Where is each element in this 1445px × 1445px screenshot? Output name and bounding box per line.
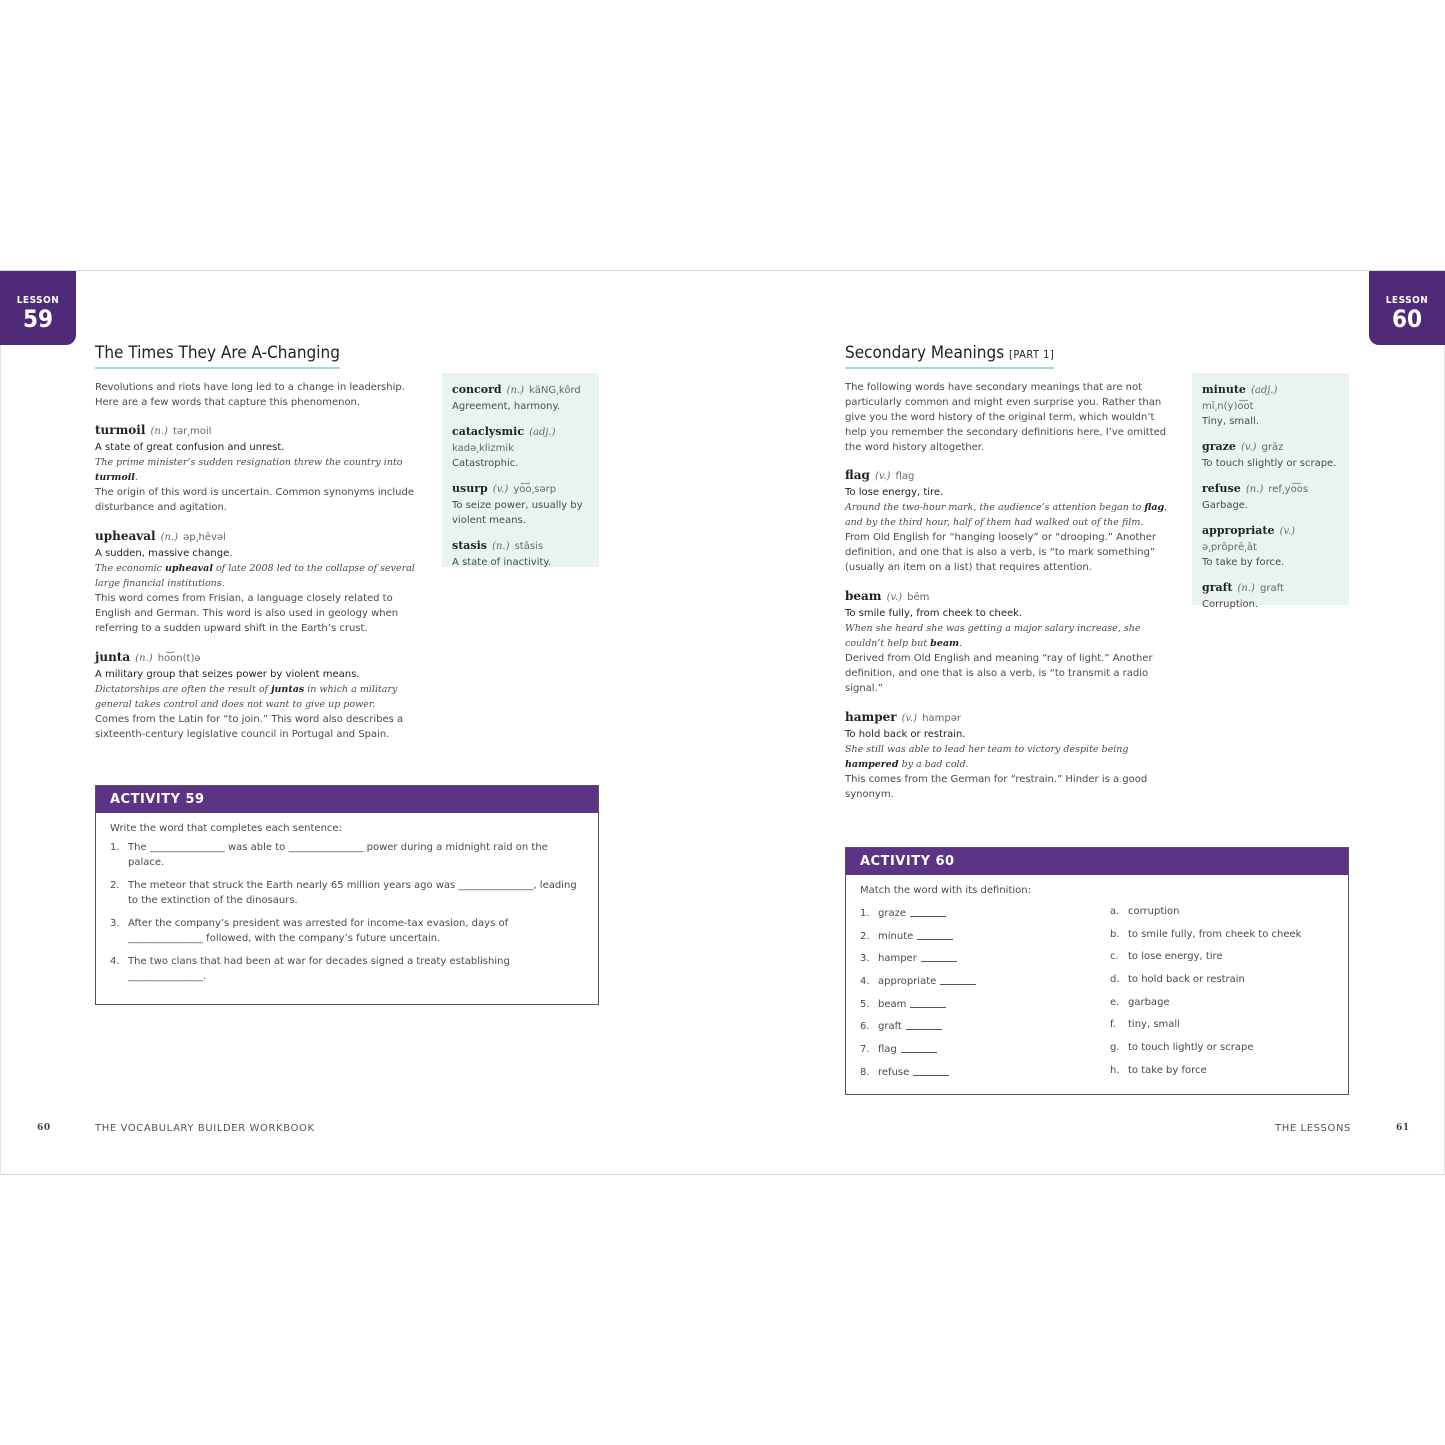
lesson-number: 59 (22, 305, 54, 333)
match-word[interactable]: 5. beam (860, 997, 1080, 1020)
part-of-speech: (n.) (135, 653, 153, 664)
activity-item[interactable]: 3. After the company’s president was arrested for income-tax evasion, days of _______________ followed, with the company’s future uncertain. (110, 918, 509, 944)
sidebar-entry: concord (n.) käNG͵kôrd Agreement, harmony. (452, 383, 581, 412)
lesson-tab-59 (0, 271, 76, 345)
running-footer: THE VOCABULARY BUILDER WORKBOOK (95, 1123, 315, 1134)
activity-instruction: Match the word with its definition: (860, 885, 1031, 896)
sidebar-entry: refuse (n.) ref͵yo͞os Garbage. (1202, 482, 1309, 511)
sidebar-entry: stasis (n.) stāsis A state of inactivity. (452, 539, 552, 568)
sidebar-entry: appropriate (v.) ə͵prōprē͵āt To take by force. (1202, 524, 1296, 568)
sidebar-entry: graft (n.) graft Corruption. (1202, 581, 1284, 610)
left-main-column (95, 380, 425, 753)
sidebar-entry: cataclysmic (adj.) kadə͵klizmik Catastrophic. (452, 425, 556, 469)
word-note: This word comes from Frisian, a language closely related to English and German. This word is also used in geology when referring to a sudden upward shift in the Earth’s crust. (95, 593, 399, 634)
headword: upheaval (95, 529, 156, 543)
headword: junta (95, 650, 131, 664)
activity-59-box (95, 785, 599, 1005)
activity-title: ACTIVITY 60 (846, 848, 1348, 875)
lesson-intro: Revolutions and riots have long led to a change in leadership. Here are a few words that capture this phenomenon. (95, 382, 405, 408)
match-definition: e. garbage (1110, 996, 1170, 1008)
lesson-number: 60 (1391, 305, 1423, 333)
activity-list (96, 840, 598, 984)
match-definition: d. to hold back or restrain (1110, 974, 1245, 986)
match-word-column (860, 906, 1080, 1088)
word-entry-turmoil (95, 420, 425, 515)
lesson-title: Secondary Meanings [PART 1] (845, 343, 1054, 369)
definition: A sudden, massive change. (95, 548, 233, 559)
part-of-speech: (n.) (150, 426, 168, 437)
pronunciation: əp͵hēvəl (183, 532, 226, 543)
match-definition-column (1110, 904, 1340, 1086)
related-words-sidebar (1192, 373, 1349, 610)
related-words-sidebar (442, 373, 599, 567)
match-word[interactable]: 6. graft (860, 1019, 1080, 1042)
word-entry-upheaval (95, 526, 425, 636)
word-entry-beam: beam (v.) bēm To smile fully, from cheek to cheek. When she heard she was getting a major salary increase, she couldn’t help but beam. Derived from Old English and meaning “ray of light.” Another definition, and one that is also a verb, is “to transmit a radio signal.” (845, 589, 1153, 694)
activity-item[interactable]: 1. The _______________ was able to _______________ power during a midnight raid on the palace. (110, 842, 548, 868)
lesson-intro: The following words have secondary meanings that are not particularly common and might even surprise you. Rather than give you the word history of the original term, which wouldn’t help you remember the secondary definitions here, I’ve omitted the word history altogether. (845, 382, 1167, 453)
match-definition: c. to lose energy, tire (1110, 951, 1223, 963)
pronunciation: ho͝on(t)ə (157, 653, 201, 664)
match-word[interactable]: 2. minute (860, 929, 1080, 952)
word-entry-junta (95, 647, 425, 742)
activity-title: ACTIVITY 59 (96, 786, 598, 813)
running-footer: THE LESSONS (1275, 1123, 1352, 1134)
match-word[interactable]: 3. hamper (860, 951, 1080, 974)
sidebar-entry: graze (v.) grāz To touch slightly or scrape. (1202, 440, 1337, 469)
page-number: 61 (1396, 1123, 1410, 1133)
lesson-tab-60 (1369, 271, 1445, 345)
match-definition: a. corruption (1110, 906, 1180, 917)
lesson-title: The Times They Are A-Changing (95, 343, 340, 369)
sidebar-entry: minute (adj.) mī͵n(y)o͞ot Tiny, small. (1202, 383, 1278, 427)
lesson-label: LESSON (1385, 295, 1429, 306)
pronunciation: tər͵moil (173, 426, 212, 437)
page-number: 60 (37, 1123, 51, 1133)
lesson-label: LESSON (16, 295, 60, 306)
activity-item[interactable]: 4. The two clans that had been at war for decades signed a treaty establishing _______________. (110, 956, 510, 982)
match-definition: h. to take by force (1110, 1064, 1207, 1076)
sidebar-entry: usurp (v.) yo͞o͵sərp To seize power, usually by violent means. (452, 482, 583, 526)
match-word[interactable]: 7. flag (860, 1042, 1080, 1065)
match-definition: g. to touch lightly or scrape (1110, 1042, 1254, 1054)
activity-instruction: Write the word that completes each sentence: (110, 823, 342, 834)
match-definition: f. tiny, small (1110, 1019, 1180, 1031)
match-definition: b. to smile fully, from cheek to cheek (1110, 928, 1302, 940)
right-main-column (845, 380, 1175, 813)
word-entry-hamper: hamper (v.) hampər To hold back or restrain. She still was able to lead her team to victory despite being hampered by a bad cold. This comes from the German for “restrain.” Hinder is a good synonym. (845, 710, 1148, 800)
word-note: Comes from the Latin for “to join.” This word also describes a sixteenth-century legislative council in Portugal and Spain. (95, 714, 404, 740)
word-note: The origin of this word is uncertain. Common synonyms include disturbance and agitation. (95, 487, 414, 513)
example-sentence: Dictatorships are often the result of juntas in which a military general takes control and does not want to give up power. (95, 684, 398, 710)
activity-60-box (845, 847, 1349, 1095)
definition: A military group that seizes power by violent means. (95, 669, 360, 680)
match-word[interactable]: 4. appropriate (860, 974, 1080, 997)
example-sentence: The economic upheaval of late 2008 led to the collapse of several large financial institutions. (95, 563, 415, 589)
definition: A state of great confusion and unrest. (95, 442, 285, 453)
match-word[interactable]: 8. refuse (860, 1065, 1080, 1088)
match-word[interactable]: 1. graze (860, 906, 1080, 929)
word-entry-flag: flag (v.) flag To lose energy, tire. Around the two-hour mark, the audience’s attention began to flag, and by the third hour, half of them had walked out of the film. From Old English for “hanging loosely” or “drooping.” Another definition, and one that is also a verb, is “to mark something” (usually an item on a list) that requires attention. (845, 468, 1168, 573)
example-sentence: The prime minister’s sudden resignation threw the country into turmoil. (95, 457, 403, 483)
part-of-speech: (n.) (160, 532, 179, 543)
headword: turmoil (95, 423, 146, 437)
activity-item[interactable]: 2. The meteor that struck the Earth nearly 65 million years ago was _______________, leading to the extinction of the dinosaurs. (110, 880, 577, 906)
